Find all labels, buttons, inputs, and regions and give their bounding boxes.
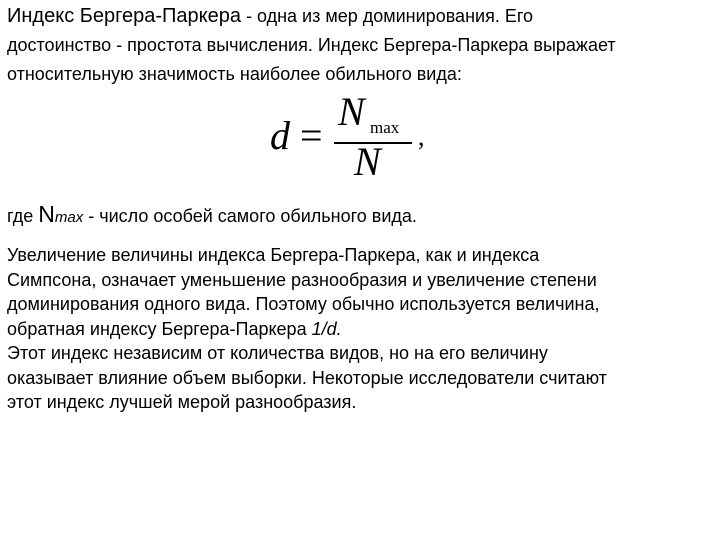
formula-numerator-subscript: max <box>370 118 400 137</box>
definition-symbol: N <box>38 201 55 227</box>
definition-prefix: где <box>7 206 39 226</box>
intro-line-2: достоинство - простота вычисления. Индекс Бергера-Паркера выражает <box>7 35 616 55</box>
berger-parker-formula <box>270 89 440 184</box>
formula-denominator: N <box>354 139 381 184</box>
inverse-index: 1/d. <box>311 318 342 339</box>
body-paragraph <box>7 243 707 415</box>
formula-numerator: N <box>338 89 365 134</box>
body-line-6: оказывает влияние объем выборки. Некоторые исследователи считают <box>7 367 607 388</box>
body-line-7: этот индекс лучшей мерой разнообразия. <box>7 392 357 412</box>
body-line-4-prefix: обратная индексу Бергера-Паркера <box>7 318 312 339</box>
intro-line-1 <box>7 2 707 31</box>
definition-paragraph <box>7 198 707 234</box>
index-title: Индекс Бергера-Паркера <box>7 5 241 27</box>
intro-line-3: относительную значимость наиболее обильного вида: <box>7 64 462 84</box>
formula-lhs: d <box>270 113 290 158</box>
body-line-1: Увеличение величины индекса Бергера-Паркера, как и индекса <box>7 245 540 265</box>
intro-line-1-rest: - одна из мер доминирования. Его <box>240 6 534 26</box>
definition-text: - число особей самого обильного вида. <box>83 206 417 226</box>
body-line-5: Этот индекс независим от количества видов, но на его величину <box>7 343 548 363</box>
definition-symbol-subscript: max <box>54 209 84 226</box>
body-line-2: Симпсона, означает уменьшение разнообразия и увеличение степени <box>7 269 597 290</box>
formula-equals: = <box>300 113 323 158</box>
body-line-3: доминирования одного вида. Поэтому обычно используется величина, <box>7 294 600 314</box>
formula-comma: , <box>418 122 425 151</box>
intro-paragraph <box>7 2 707 89</box>
body-line-4 <box>7 317 707 342</box>
